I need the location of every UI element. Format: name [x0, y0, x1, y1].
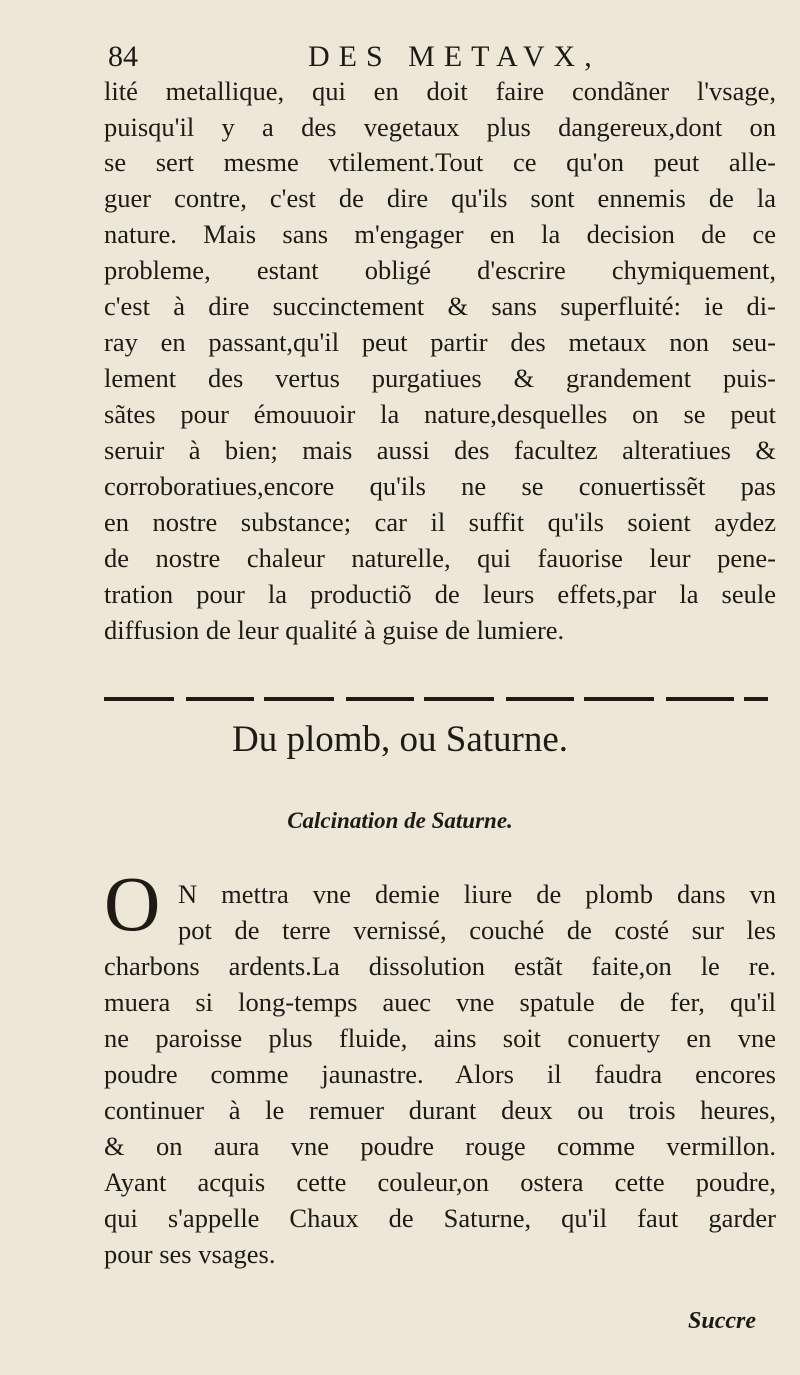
text-line: sãtes pour émouuoir la nature,desquelles on se peut — [104, 399, 776, 429]
page-header — [108, 40, 788, 80]
text-line: pot de terre vernissé, couché de costé sur les — [178, 915, 776, 945]
text-line: se sert mesme vtilement.Tout ce qu'on peut alle- — [104, 147, 776, 177]
text-line: diffusion de leur qualité à guise de lumiere. — [104, 615, 565, 645]
section-title: Du plomb, ou Saturne. — [231, 719, 569, 760]
text-line: muera si long-temps auec vne spatule de fer, qu'il — [104, 987, 776, 1017]
text-line: en nostre substance; car il suffit qu'ils soient aydez — [104, 507, 776, 537]
text-line: continuer à le remuer durant deux ou trois heures, — [104, 1095, 776, 1125]
text-line: & on aura vne poudre rouge comme vermillon. — [104, 1131, 776, 1161]
running-title: DES METAVX, — [308, 40, 601, 73]
text-line: qui s'appelle Chaux de Saturne, qu'il faut garder — [104, 1203, 776, 1233]
text-line: poudre comme jaunastre. Alors il faudra encores — [104, 1059, 776, 1089]
text-line: c'est à dire succinctement & sans superfluité: ie di- — [104, 291, 776, 321]
section-subtitle: Calcination de Saturne. — [287, 808, 513, 833]
text-line: puisqu'il y a des vegetaux plus dangereux,dont on — [104, 112, 776, 142]
text-line: de nostre chaleur naturelle, qui fauorise leur pene- — [104, 543, 776, 573]
text-line: N mettra vne demie liure de plomb dans vn — [178, 879, 776, 909]
text-line: seruir à bien; mais aussi des facultez alteratiues & — [104, 435, 776, 465]
text-line: charbons ardents.La dissolution estãt faite,on le re. — [104, 951, 776, 981]
text-line: pour ses vsages. — [104, 1239, 276, 1269]
text-line: ray en passant,qu'il peut partir des metaux non seu- — [104, 327, 776, 357]
drop-cap: O — [104, 860, 161, 947]
text-line: ne paroisse plus fluide, ains soit conuerty en vne — [104, 1023, 776, 1053]
text-line: Ayant acquis cette couleur,on ostera cette poudre, — [104, 1167, 776, 1197]
text-line: tration pour la productiõ de leurs effets,par la seule — [104, 579, 776, 609]
catchword: Succre — [688, 1308, 756, 1334]
text-line: lement des vertus purgatiues & grandement puis- — [104, 363, 776, 393]
ornamental-rule — [104, 697, 768, 701]
page-number: 84 — [108, 40, 138, 73]
text-line: guer contre, c'est de dire qu'ils sont ennemis de la — [104, 183, 776, 213]
text-line: corroboratiues,encore qu'ils ne se conuertissẽt pas — [104, 471, 776, 501]
text-line: probleme, estant obligé d'escrire chymiquement, — [104, 255, 776, 285]
text-line: nature. Mais sans m'engager en la decision de ce — [104, 219, 776, 249]
text-line: lité metallique, qui en doit faire condãner l'vsage, — [104, 76, 776, 106]
